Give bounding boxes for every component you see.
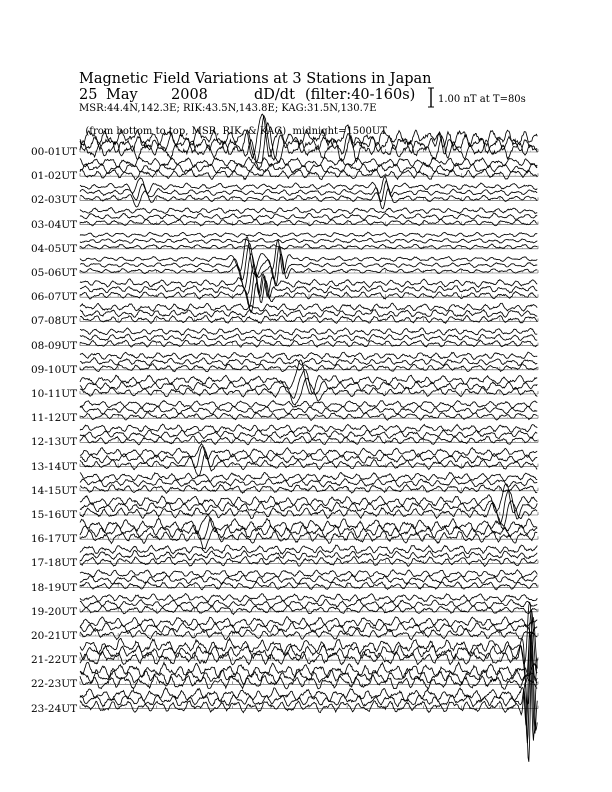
- trace-msr-18-19UT: [80, 582, 537, 590]
- filter-label: (filter:40-160s): [305, 87, 416, 103]
- trace-msr-17-18UT: [80, 557, 537, 567]
- trace-msr-02-03UT: [80, 188, 537, 209]
- trace-rik-07-08UT: [80, 310, 537, 318]
- trace-rik-14-15UT: [80, 478, 537, 487]
- hour-label: 21-22UT: [31, 654, 78, 667]
- date-year: 2008: [171, 87, 208, 103]
- hour-label: 18-19UT: [31, 581, 78, 594]
- trace-kag-19-20UT: [80, 594, 537, 603]
- hour-label: 07-08UT: [31, 315, 78, 328]
- date-month: May: [106, 87, 138, 103]
- trace-rik-03-04UT: [80, 213, 537, 220]
- hour-label: 12-13UT: [31, 436, 78, 449]
- trace-rik-00-01UT: [80, 116, 537, 162]
- hour-label: 03-04UT: [31, 218, 78, 231]
- chart-title: Magnetic Field Variations at 3 Stations in Japan: [79, 71, 432, 87]
- hour-label: 15-16UT: [31, 509, 78, 521]
- hour-label: 23-24UT: [31, 702, 78, 715]
- hour-label: 14-15UT: [31, 484, 78, 497]
- hour-label: 10-11UT: [31, 388, 78, 400]
- hour-label: 00-01UT: [31, 146, 78, 158]
- trace-msr-11-12UT: [80, 413, 537, 421]
- hour-label: 11-12UT: [31, 412, 78, 425]
- trace-kag-13-14UT: [80, 444, 537, 460]
- station-coordinates: MSR:44.4N,142.3E; RIK:43.5N,143.8E; KAG:31.5N,130.7E: [79, 103, 377, 114]
- hour-label: 20-21UT: [31, 630, 78, 642]
- trace-msr-12-13UT: [80, 436, 537, 445]
- trace-msr-01-02UT: [80, 169, 537, 180]
- hour-label: 08-09UT: [31, 339, 78, 352]
- trace-kag-16-17UT: [80, 514, 537, 534]
- hour-label: 06-07UT: [31, 291, 78, 304]
- trace-kag-01-02UT: [80, 157, 537, 167]
- trace-kag-07-08UT: [80, 303, 537, 311]
- trace-rik-16-17UT: [80, 518, 537, 539]
- trace-rik-06-07UT: [80, 271, 537, 307]
- trace-rik-17-18UT: [80, 550, 537, 560]
- trace-rik-23-24UT: [80, 633, 537, 743]
- hour-label: 05-06UT: [31, 267, 78, 279]
- trace-rik-04-05UT: [80, 238, 537, 243]
- trace-kag-12-13UT: [80, 424, 537, 432]
- quantity-label: dD/dt: [254, 87, 295, 103]
- trace-msr-13-14UT: [80, 452, 537, 475]
- hour-label: 16-17UT: [31, 533, 78, 546]
- trace-msr-07-08UT: [80, 315, 537, 323]
- midnight-note: midnight=1500UT: [292, 126, 387, 137]
- trace-kag-18-19UT: [80, 570, 537, 578]
- trace-msr-14-15UT: [80, 485, 537, 494]
- hour-label: 19-20UT: [31, 605, 78, 618]
- scale-bar-label: 1.00 nT at T=80s: [438, 94, 526, 105]
- trace-kag-17-18UT: [80, 545, 537, 554]
- trace-kag-14-15UT: [80, 472, 537, 481]
- hour-label: 09-10UT: [31, 363, 78, 376]
- trace-rik-09-10UT: [80, 358, 537, 366]
- trace-msr-00-01UT: [80, 123, 537, 169]
- trace-kag-08-09UT: [80, 328, 537, 335]
- trace-msr-22-23UT: [80, 675, 537, 689]
- hour-label: 13-14UT: [31, 460, 78, 473]
- trace-rik-15-16UT: [80, 490, 537, 524]
- trace-kag-09-10UT: [80, 352, 537, 360]
- hour-label: 17-18UT: [31, 557, 78, 570]
- trace-kag-11-12UT: [80, 400, 537, 408]
- trace-msr-21-22UT: [80, 618, 537, 705]
- trace-rik-08-09UT: [80, 334, 537, 341]
- trace-msr-19-20UT: [80, 605, 537, 614]
- hour-label: 01-02UT: [31, 170, 78, 183]
- trace-msr-08-09UT: [80, 340, 537, 347]
- hour-label: 22-23UT: [31, 678, 78, 691]
- hour-label: 04-05UT: [31, 242, 78, 255]
- date-day: 25: [79, 87, 98, 103]
- hour-label: 02-03UT: [31, 194, 78, 207]
- station-order-note: (from bottom to top, MSR, RIK, & KAG): [85, 126, 287, 137]
- trace-kag-04-05UT: [80, 232, 537, 237]
- trace-kag-03-04UT: [80, 208, 537, 214]
- trace-rik-01-02UT: [80, 163, 537, 173]
